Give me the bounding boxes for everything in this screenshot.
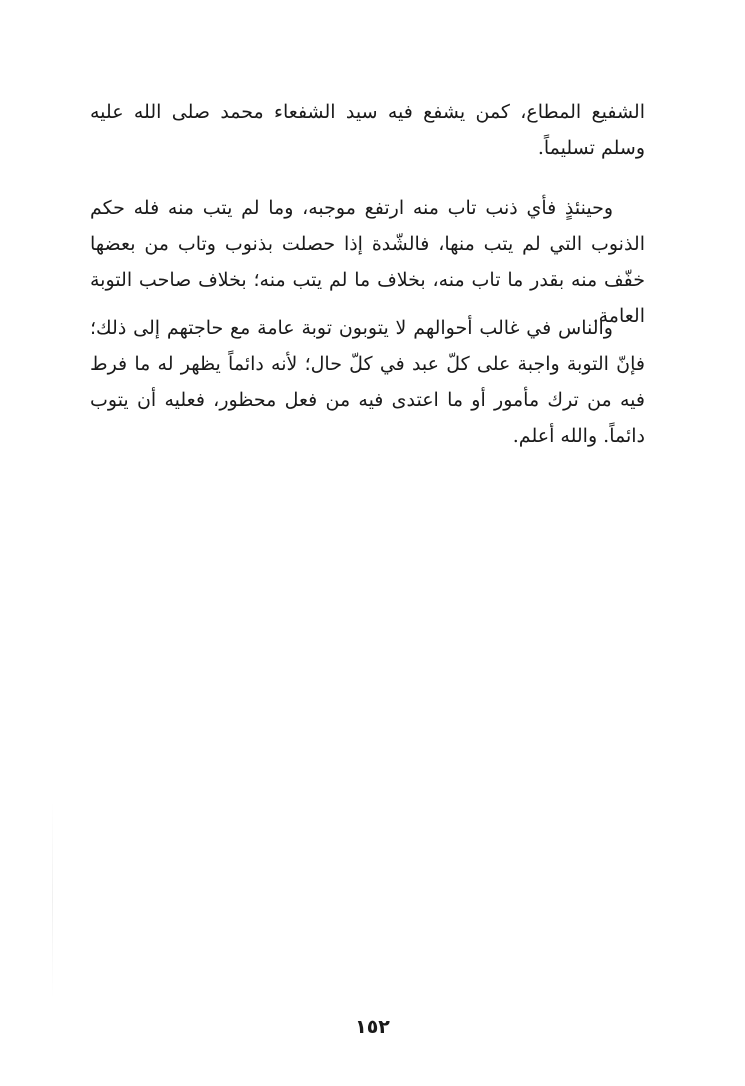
paragraph-1: الشفيع المطاع، كمن يشفع فيه سيد الشفعاء محمد صلى الله عليه وسلم تسليماً. [90, 101, 645, 159]
paragraph-3-block [90, 310, 645, 454]
paragraph-3: والناس في غالب أحوالهم لا يتوبون توبة عامة مع حاجتهم إلى ذلك؛ فإنّ التوبة واجبة على كلّ عبد في كلّ حال؛ لأنه دائماً يظهر له ما فرط فيه من ترك مأمور أو ما اعتدى فيه من فعل محظور، فعليه أن يتوب دائماً. والله أعلم. [90, 317, 645, 447]
page-number: ١٥٢ [355, 1016, 390, 1038]
paragraph-2: وحينئذٍ فأي ذنب تاب منه ارتفع موجبه، وما لم يتب منه فله حكم الذنوب التي لم يتب منها، فالشّدة إذا حصلت بذنوب وتاب من بعضها خفّف منه بقدر ما تاب منه، بخلاف ما لم يتب منه؛ بخلاف صاحب التوبة العامة. [90, 197, 645, 327]
paragraph-1-block [90, 94, 645, 166]
scan-artifact-line [52, 800, 53, 1000]
